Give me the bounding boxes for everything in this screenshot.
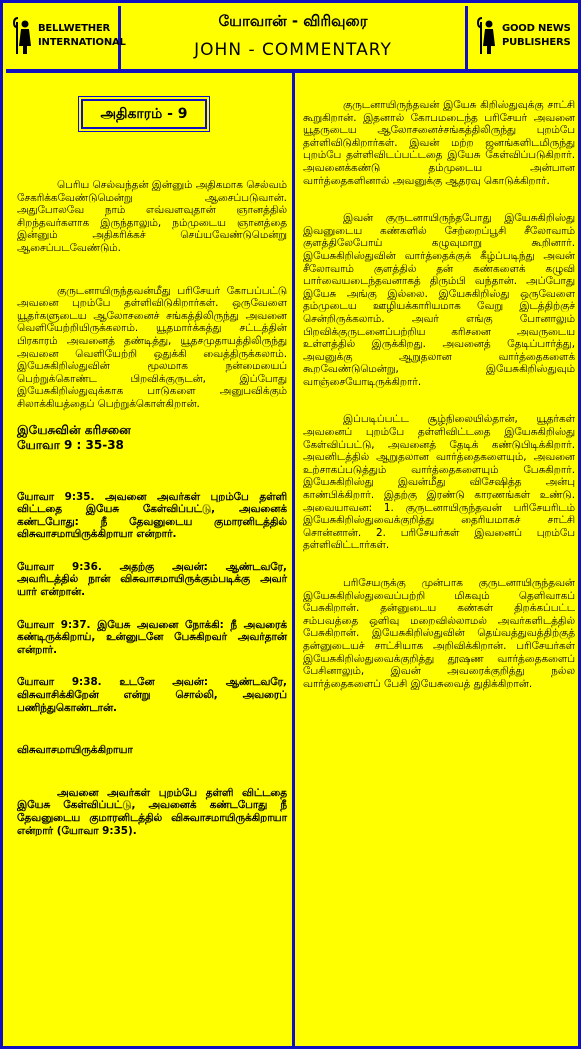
right-paragraph-4: பரிசேயருக்கு முன்பாக குருடனாயிருந்தவன் இயேசுகிறிஸ்துவைப்பற்றி மிகவும் தெளிவாகப் பேசுகிறான். தன்னுடைய கண்கள் திறக்கப்பட்ட சம்பவத்தை ஒளிவு மறைவில்லாமல் அவர்களிடத்தில் பேசுகிறான். இயேசுகிறிஸ்துவின் தெய்வத்துவத்திற்குத் தன்னுடையச் சாட்சியாக அறிவிக்கிறான். பரிசேயர்கள் இயேசுகிறிஸ்துவைக்குறித்து தூஷண வார்த்தைகளைப் பேசினாலும், இவன் அவரைக்குறித்து நல்ல வார்த்தைகளைப் பேசி இயேசுவைத் துதிக்கிறான். [303, 577, 575, 690]
verse-37: யோவா 9:37. இயேசு அவனை நோக்கி: நீ அவரைக் கண்டிருக்கிறாய், உன்னுடனே பேசுகிறவர் அவர்தான் என்றார். [17, 618, 287, 656]
left-paragraph-1: பெரிய செல்வந்தன் இன்னும் அதிகமாக செல்வம் சேகரிக்கவேண்டுமென்று ஆசைப்படுவான். அதுபோலவே நாம் எவ்வளவுதான் ஞானத்தில் சிறந்தவர்களாக இருந்தாலும், நம்முடைய ஞானத்தை இன்னும் அதிகரிக்கச் செய்யவேண்டுமென்று ஆசைப்படவேண்டும். [17, 179, 287, 254]
section-reference: யோவா 9 : 35-38 [17, 437, 124, 452]
right-column [303, 73, 575, 690]
left-column [17, 73, 287, 837]
right-paragraph-2: இவன் குருடனாயிருந்தபோது இயேசுகிறிஸ்து இவனுடைய கண்களில் சேற்றைப்பூசி சீலோவாம் குளத்திலேபோய் கழுவுமாறு கூறினார். இயேசுகிறிஸ்துவின் வார்த்தைக்குக் கீழ்ப்படிந்து அவன் சீலோவாம் குளத்தில் தன் கண்களைக் கழுவி பார்வையடைந்தவனாகத் திரும்பி வந்தான். அப்போது இயேசு அங்கு இல்லை. இயேசுகிறிஸ்து ஒருவேளை தம்முடைய ஊழியக்காரியமாக வேறு இடத்திற்குச் சென்றிருக்கலாம். அவர் எங்கு போனாலும் பிறவிக்குருடனைப்பற்றிய கரிசனை அவருடைய உள்ளத்தில் இருக்கிறது. அவனைத் தேடிப்பார்த்து, அவனுக்கு ஆறுதலான வார்த்தைகளைக் கூறவேண்டுமென்று, இயேசுகிறிஸ்துவும் வாஞ்சையோடிருக்கிறார். [303, 212, 575, 388]
title-english: JOHN - COMMENTARY [194, 40, 392, 60]
right-paragraph-1: குருடனாயிருந்தவன் இயேசு கிறிஸ்துவுக்கு சாட்சி கூறுகிறான். இதனால் கோபமடைந்த பரிசேயர் அவனை யூதருடைய ஆலோசனைச்சங்கத்திலிருந்து புறம்பே தள்ளிவிடுகிறார்கள். இவன் மற்ற ஜனங்களிடமிருந்து புறம்பே தள்ளிவிடப்பட்டதை இயேசு கேள்விப்படுகிறார். அவனைக்கண்டு தம்முடைய அன்பான வார்த்தைகளினால் அவனுக்கு ஆதரவு கொடுக்கிறார். [303, 99, 575, 187]
subheading: விசுவாசமாயிருக்கிறாயா [17, 744, 133, 757]
section-title: இயேசுவின் கரிசனை [17, 422, 131, 437]
logo-line-2: PUBLISHERS [502, 37, 571, 48]
page-header [6, 6, 581, 69]
logo-line-2: INTERNATIONAL [38, 37, 126, 48]
left-paragraph-2: குருடனாயிருந்தவன்மீது பரிசேயர் கோபப்பட்டு அவனை புறம்பே தள்ளிவிடுகிறார்கள். ஒருவேளை யூதர்களுடைய ஆலோசனைச் சங்கத்திலிருந்து அவனை வெளியேற்றியிருக்கலாம். யூதமார்க்கத்து சட்டத்தின் பிரகாரம் அவனைத் தண்டித்து, யூதசமுதாயத்திலிருந்து அவனை வெளியேற்றி ஒதுக்கி வைத்திருக்கலாம். இயேசுகிறிஸ்துவின் மூலமாக நன்மையைப் பெற்றுக்கொண்ட பிறவிக்குருடன், இப்போது இயேசுகிறிஸ்துவுக்காக பாடுகளை அனுபவிக்கும் சிலாக்கியத்தைப் பெற்றுக்கொள்கிறான். [17, 284, 287, 410]
verse-36: யோவா 9:36. அதற்கு அவன்: ஆண்டவரே, அவரிடத்தில் நான் விசுவாசமாயிருக்கும்படிக்கு அவர் யார் என்றான். [17, 560, 287, 599]
shepherd-icon [12, 16, 34, 56]
title-tamil: யோவான் - விரிவுரை [218, 12, 368, 30]
publisher-logo-right [468, 6, 581, 69]
logo-line-1: BELLWETHER [38, 23, 111, 34]
quoted-verse: அவனை அவர்கள் புறம்பே தள்ளி விட்டதை இயேசு கேள்விப்பட்டு, அவனைக் கண்டபோது நீ தேவனுடைய குமாரனிடத்தில் விசுவாசமாயிருக்கிறாயா என்றார் (யோவா 9:35). [17, 786, 287, 837]
shepherd-icon [476, 16, 498, 56]
verse-35: யோவா 9:35. அவனை அவர்கள் புறம்பே தள்ளி விட்டதை இயேசு கேள்விப்பட்டு, அவனைக் கண்டபோது: நீ தேவனுடைய குமாரனிடத்தில் விசுவாசமாயிருக்கிறாயா என்றார். [17, 490, 287, 541]
logo-line-1: GOOD NEWS [502, 23, 571, 34]
column-divider [292, 69, 295, 1049]
title-block [121, 6, 468, 69]
right-paragraph-3: இப்படிப்பட்ட சூழ்நிலையில்தான், யூதர்கள் அவனைப் புறம்பே தள்ளிவிட்டதை இயேசுகிறிஸ்து கேள்விப்பட்டு, அவனைத் தேடிக் கண்டுபிடிக்கிறார். அவனிடத்தில் ஆறுதலான வார்த்தைகளையும், அவனை உற்சாகப்படுத்தும் வார்த்தைகளையும் பேசுகிறார். இயேசுகிறிஸ்து இவன்மீது விசேஷித்த அன்பு காண்பிக்கிறார். இதற்கு இரண்டு காரணங்கள் உண்டு. அவையாவன: 1. குருடனாயிருந்தவன் பரிசேயரிடம் இயேசுகிறிஸ்துவைக்குறித்து தைரியமாகச் சாட்சி சொன்னான். 2. பரிசேயர்கள் இவனைப் புறம்பே தள்ளிவிட்டார்கள். [303, 413, 575, 552]
publisher-logo-left [6, 6, 126, 69]
chapter-label: அதிகாரம் - 9 [81, 99, 207, 129]
verse-38: யோவா 9:38. உடனே அவன்: ஆண்டவரே, விசுவாசிக்கிறேன் என்று சொல்லி, அவரைப் பணிந்துகொண்டான். [17, 676, 287, 714]
